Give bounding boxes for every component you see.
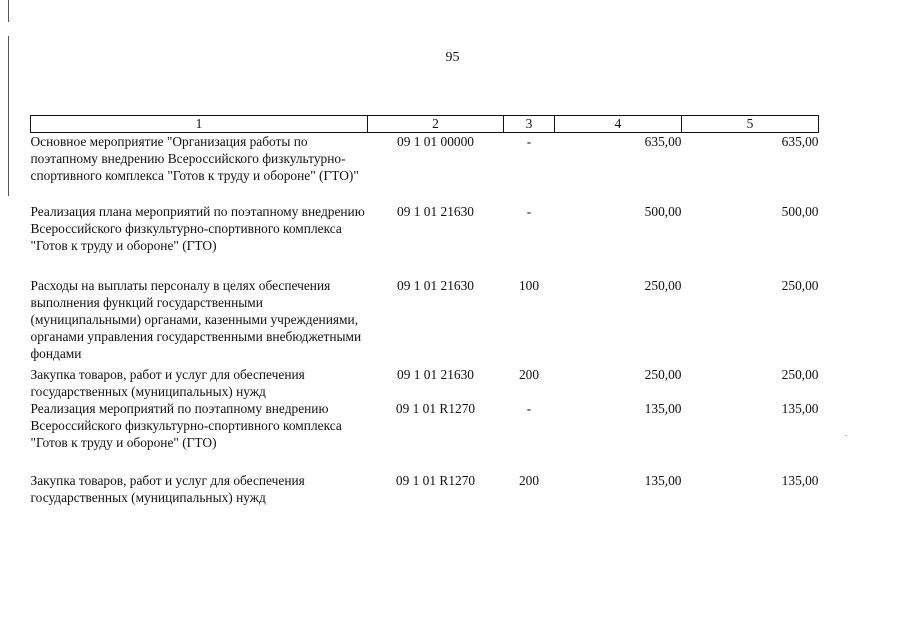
table-row bbox=[31, 203, 819, 277]
scan-speck bbox=[845, 435, 847, 436]
row-amount-4: 135,00 bbox=[644, 473, 682, 488]
row-name: Реализация плана мероприятий по поэтапному внедрению Всероссийского физкультурно-спортивного комплекса "Готов к труду и обороне" (ГТО) bbox=[30, 204, 365, 253]
table-row bbox=[31, 133, 819, 204]
scan-edge-line bbox=[8, 0, 9, 22]
table-row bbox=[31, 472, 819, 506]
row-amount-5: 250,00 bbox=[781, 278, 819, 293]
table-row bbox=[31, 277, 819, 366]
row-type: - bbox=[526, 401, 532, 416]
row-amount-5: 250,00 bbox=[781, 367, 819, 382]
row-code: 09 1 01 R1270 bbox=[395, 401, 476, 416]
row-amount-4: 635,00 bbox=[644, 134, 682, 149]
row-amount-5: 135,00 bbox=[781, 401, 819, 416]
row-name: Закупка товаров, работ и услуг для обеспечения государственных (муниципальных) нужд bbox=[30, 473, 305, 505]
row-name: Закупка товаров, работ и услуг для обеспечения государственных (муниципальных) нужд bbox=[30, 367, 305, 399]
page-number: 95 bbox=[445, 50, 460, 65]
row-name: Реализация мероприятий по поэтапному внедрению Всероссийского физкультурно-спортивного комплекса "Готов к труду и обороне" (ГТО) bbox=[30, 401, 342, 450]
row-code: 09 1 01 R1270 bbox=[395, 473, 476, 488]
row-code: 09 1 01 21630 bbox=[397, 204, 474, 219]
row-name: Расходы на выплаты персоналу в целях обеспечения выполнения функций государственными (муниципальными) органами, казенными учреждениями, органами управления государственными внебюджетными фондами bbox=[30, 278, 362, 361]
row-code: 09 1 01 21630 bbox=[397, 278, 474, 293]
header-col-1: 1 bbox=[31, 116, 368, 133]
row-amount-5: 500,00 bbox=[781, 204, 819, 219]
header-row bbox=[31, 116, 819, 133]
row-amount-4: 250,00 bbox=[644, 367, 682, 382]
row-type: 200 bbox=[518, 367, 540, 382]
row-type: - bbox=[526, 134, 532, 149]
budget-table bbox=[30, 115, 819, 506]
row-type: 100 bbox=[518, 278, 540, 293]
table-body bbox=[31, 133, 819, 507]
row-amount-5: 135,00 bbox=[781, 473, 819, 488]
row-type: 200 bbox=[518, 473, 540, 488]
row-amount-4: 135,00 bbox=[644, 401, 682, 416]
row-code: 09 1 01 00000 bbox=[397, 134, 474, 149]
row-amount-5: 635,00 bbox=[781, 134, 819, 149]
row-code: 09 1 01 21630 bbox=[397, 367, 474, 382]
row-amount-4: 250,00 bbox=[644, 278, 682, 293]
row-type: - bbox=[526, 204, 532, 219]
table-row bbox=[31, 400, 819, 472]
header-col-3: 3 bbox=[504, 116, 555, 133]
table-header bbox=[31, 116, 819, 133]
row-amount-4: 500,00 bbox=[644, 204, 682, 219]
header-col-2: 2 bbox=[368, 116, 504, 133]
header-col-5: 5 bbox=[682, 116, 819, 133]
row-name: Основное мероприятие "Организация работы по поэтапному внедрению Всероссийского физкультурно-спортивного комплекса "Готов к труду и обороне" (ГТО)" bbox=[30, 134, 359, 183]
table-row bbox=[31, 366, 819, 400]
header-col-4: 4 bbox=[555, 116, 682, 133]
